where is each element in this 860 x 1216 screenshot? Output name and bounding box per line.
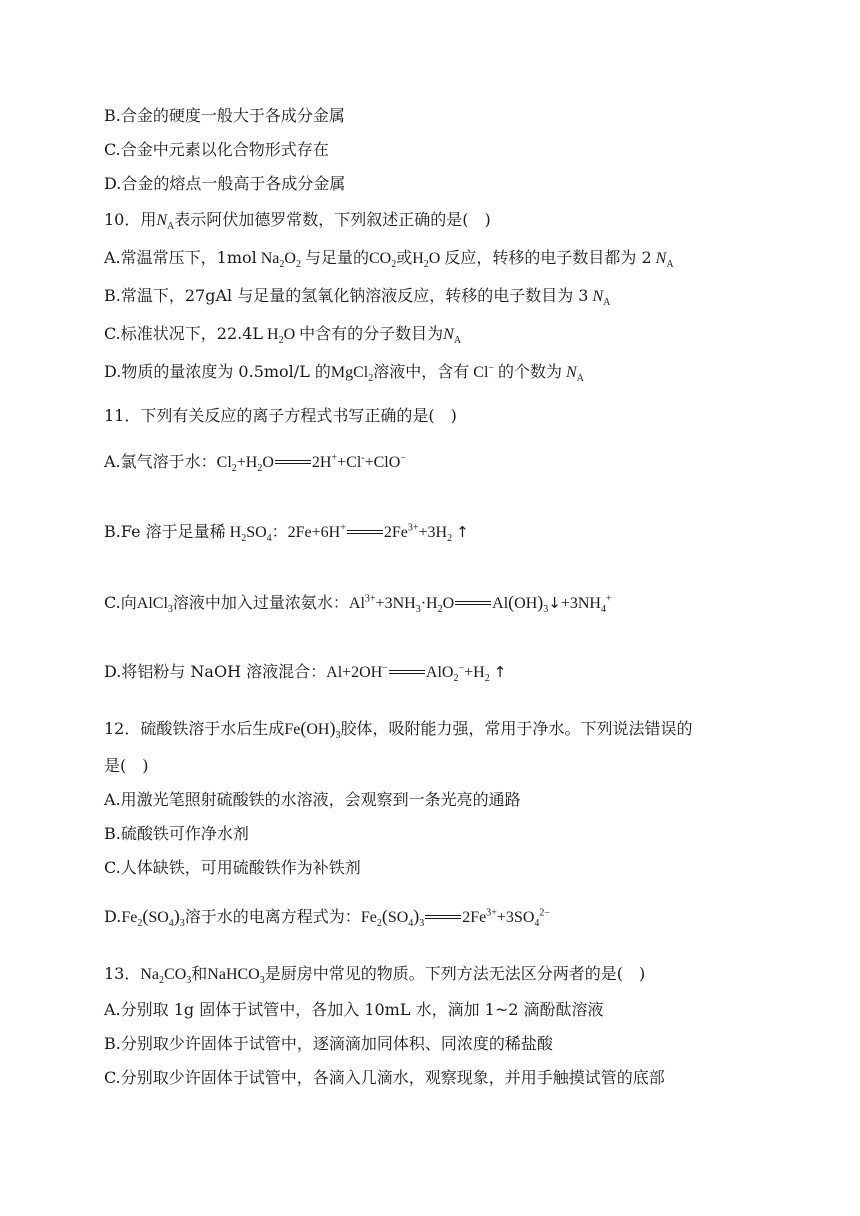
option-13b: B.分别取少许固体于试管中，逐滴滴加同体积、同浓度的稀盐酸: [104, 1034, 553, 1053]
option-12a: A.用激光笔照射硫酸铁的水溶液，会观察到一条光亮的通路: [104, 790, 521, 809]
option-10d: D.物质的量浓度为 0.5mol/L 的MgCl$_2$溶液中，含有 Cl− 的个数为 $N_A$: [104, 362, 584, 385]
option-12b: B.硫酸铁可作净水剂: [104, 824, 249, 843]
option-11c: C.向AlCl$_3$溶液中加入过量浓氨水：$Al^{3+}+3NH_3\cdot H_2O$ $Al(OH)_3↓+3NH_4^+$: [104, 592, 612, 616]
question-11: 11．下列有关反应的离子方程式书写正确的是( ): [104, 406, 457, 425]
option-11b: B.Fe 溶于足量稀 $H_2SO_4$：2Fe+6H+ $2Fe^{3+}+3H_2$ ↑: [104, 522, 469, 545]
option-10b: B.常温下，27gAl 与足量的氢氧化钠溶液反应，转移的电子数目为 3 $N_A$: [104, 286, 611, 309]
question-10: 10．用$N_A$表示阿伏加德罗常数，下列叙述正确的是( ): [104, 210, 491, 233]
option-12c: C.人体缺铁，可用硫酸铁作为补铁剂: [104, 858, 361, 877]
option-9c: C.合金中元素以化合物形式存在: [104, 140, 329, 159]
option-11d: D.将铝粉与 NaOH 溶液混合：Al+2OH− $AlO_2^-+H_2$ ↑: [104, 662, 507, 685]
option-9d: D.合金的熔点一般高于各成分金属: [104, 174, 346, 193]
option-10a: A.常温常压下，1mol $Na_2O_2$ 与足量的$CO_2$或$H_2O$ 反应，转移的电子数目都为 2 $N_A$: [104, 248, 674, 271]
question-13: 13．$Na_2CO_3$和NaHCO$_3$是厨房中常见的物质。下列方法无法区分两者的是( ): [104, 964, 646, 987]
question-12-cont: 是( ): [104, 756, 149, 775]
question-12: 12．硫酸铁溶于水后生成$Fe(OH)_3$胶体，吸附能力强，常用于净水。下列说法错误的: [104, 718, 693, 742]
option-13c: C.分别取少许固体于试管中，各滴入几滴水，观察现象，并用手触摸试管的底部: [104, 1068, 665, 1087]
option-13a: A.分别取 1g 固体于试管中，各加入 10mL 水，滴加 1~2 滴酚酞溶液: [104, 1000, 604, 1019]
option-9b: B.合金的硬度一般大于各成分金属: [104, 106, 345, 125]
option-10c: C.标准状况下，22.4L $H_2O$ 中含有的分子数目为$N_A$: [104, 324, 462, 347]
option-12d: $D.Fe_2(SO_4)_3$溶于水的电离方程式为：$Fe_2(SO_4)_3$ $2Fe^{3+}+3SO_4^{2-}$: [104, 906, 551, 930]
option-11a: A.氯气溶于水：$Cl_2+H_2O$ 2H++Cl-+ClO−: [104, 452, 406, 475]
